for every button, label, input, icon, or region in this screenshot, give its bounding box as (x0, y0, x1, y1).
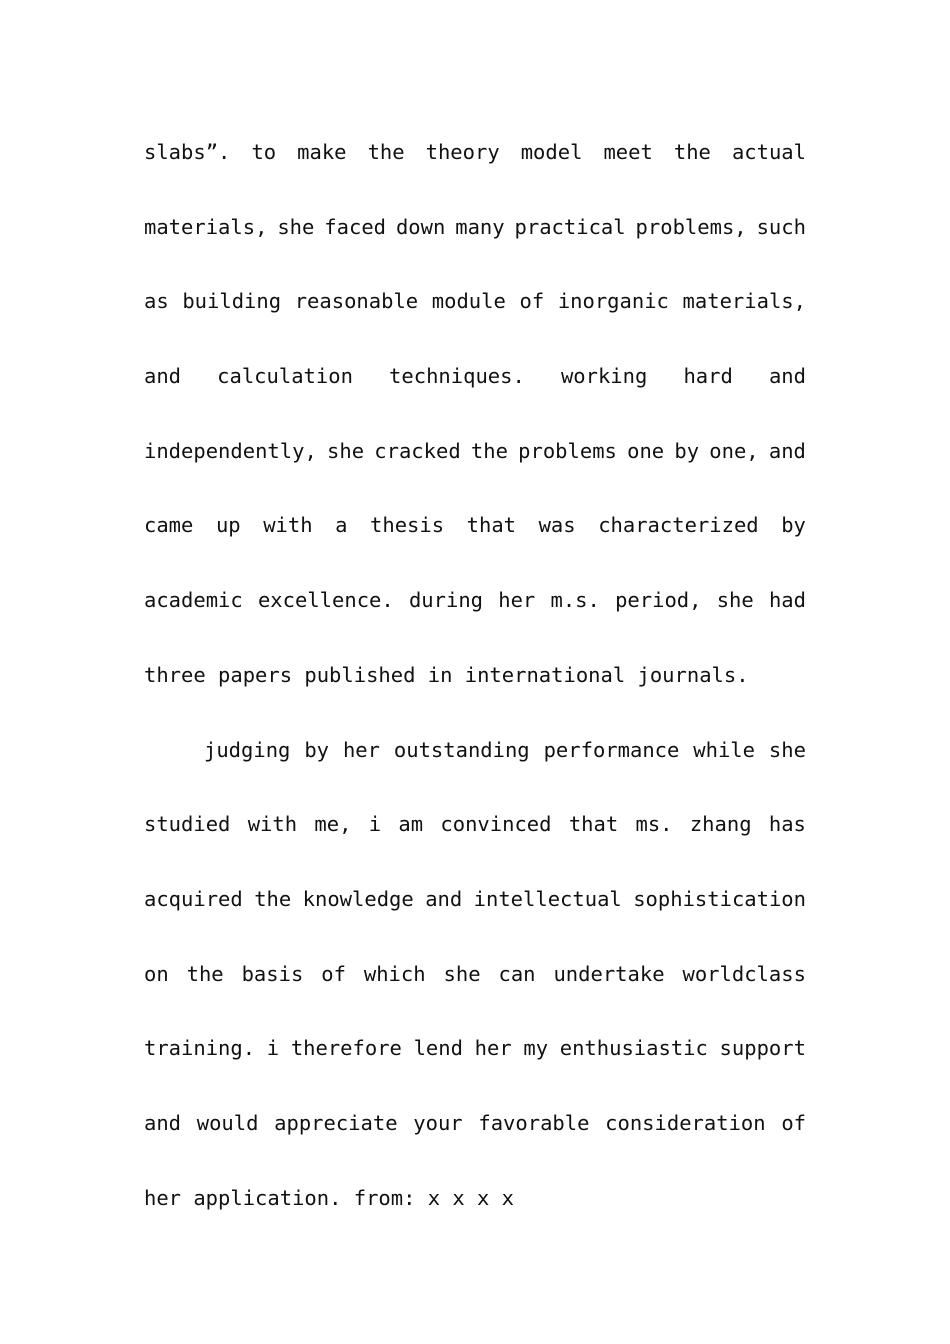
word: and (144, 364, 182, 389)
text-line (144, 805, 806, 880)
word: basis (241, 961, 304, 986)
word: thesis (370, 513, 445, 538)
word: consideration (605, 1110, 766, 1135)
word: the (254, 886, 292, 911)
word: many (455, 214, 505, 239)
word: x (452, 1185, 465, 1210)
word: convinced (440, 812, 552, 837)
word: from: (353, 1185, 416, 1210)
word: problems, (635, 214, 747, 239)
word: techniques. (389, 364, 525, 389)
word: by (304, 737, 330, 762)
word: as (144, 289, 169, 314)
word: the (186, 961, 224, 986)
text-line (144, 432, 806, 507)
word: support (719, 1036, 806, 1061)
word: module (431, 289, 506, 314)
word: knowledge (302, 886, 414, 911)
text-line (144, 880, 806, 955)
word: appreciate (274, 1110, 398, 1135)
word: came (144, 513, 194, 538)
word: in (427, 662, 453, 687)
word: with (263, 513, 313, 538)
word: international (464, 662, 626, 687)
word: her (342, 737, 380, 762)
word: training. (144, 1036, 256, 1061)
text-line (144, 731, 806, 806)
word: she (277, 214, 315, 239)
word: model (520, 140, 583, 164)
word: actual (731, 140, 806, 164)
word: my (523, 1036, 549, 1061)
word: intellectual (473, 886, 622, 911)
word: by (674, 438, 700, 463)
word: can (498, 961, 536, 986)
text-line (144, 1104, 806, 1179)
word: problems (518, 438, 617, 463)
word: has (768, 812, 806, 837)
word: lend (413, 1036, 463, 1061)
text-line (144, 208, 806, 283)
word: while (693, 737, 755, 762)
word: inorganic (557, 289, 669, 314)
text-line (144, 1179, 806, 1254)
word: papers (218, 662, 293, 687)
word: that (568, 812, 619, 837)
text-line (144, 506, 806, 581)
text-line (144, 581, 806, 656)
word: she (327, 438, 365, 463)
word: enthusiastic (559, 1036, 708, 1061)
text-line (144, 357, 806, 432)
word: x (427, 1185, 441, 1210)
word: therefore (290, 1036, 402, 1061)
text-line (144, 133, 806, 208)
word: zhang (689, 812, 752, 837)
word: the (470, 438, 508, 463)
word: slabs”. (144, 140, 231, 164)
word: one, (709, 438, 759, 463)
word: favorable (478, 1110, 590, 1135)
word: make (297, 140, 347, 164)
word: and (768, 364, 806, 389)
word: hard (683, 364, 733, 389)
word: ms. (635, 812, 673, 837)
word: me, (314, 812, 352, 837)
word: working (560, 364, 648, 389)
word: academic (144, 588, 243, 613)
word: excellence. (257, 588, 394, 613)
word: by (781, 513, 806, 538)
word: and (144, 1110, 182, 1135)
word: was (538, 513, 576, 538)
word: she (768, 737, 806, 762)
word: which (363, 961, 426, 986)
word: cracked (374, 438, 461, 463)
word: theory (425, 140, 500, 164)
word: her (498, 588, 536, 613)
word: sophistication (633, 886, 806, 911)
word: three (144, 662, 206, 687)
word: she (443, 961, 481, 986)
word: the (367, 140, 405, 164)
word: calculation (217, 364, 353, 389)
word: meet (603, 140, 653, 164)
word: your (413, 1110, 463, 1135)
word: that (466, 513, 517, 538)
text-line (144, 955, 806, 1030)
text-line (144, 282, 806, 357)
word: application. (193, 1185, 342, 1210)
word: period, (615, 588, 702, 613)
word: reasonable (294, 289, 419, 314)
word: building (182, 289, 282, 314)
word: performance (543, 737, 680, 762)
word: outstanding (393, 737, 530, 762)
letter-body (144, 133, 806, 1253)
word: would (196, 1110, 259, 1135)
text-line (144, 656, 806, 731)
word: down (395, 214, 446, 239)
word: and (425, 886, 463, 911)
word: a (335, 513, 348, 538)
word: of (321, 961, 346, 986)
word: published (304, 662, 416, 687)
word: her (144, 1185, 182, 1210)
word: of (781, 1110, 806, 1135)
word: such (756, 214, 806, 239)
word: she (716, 588, 754, 613)
word: studied (144, 812, 231, 837)
word: on (144, 961, 169, 986)
word: undertake (553, 961, 665, 986)
word: materials, (682, 289, 806, 314)
word: of (519, 289, 545, 314)
word: x (477, 1185, 490, 1210)
word: practical (514, 214, 626, 239)
word: had (768, 588, 806, 613)
word: acquired (144, 886, 243, 911)
word: the (673, 140, 711, 164)
word: faced (324, 214, 387, 239)
word: and (768, 438, 806, 463)
word: characterized (598, 513, 759, 538)
text-line (144, 1029, 806, 1104)
word: to (251, 140, 277, 164)
word: up (215, 513, 241, 538)
word: with (247, 812, 298, 837)
word: x (501, 1185, 515, 1210)
word: her (474, 1036, 512, 1061)
word: i (266, 1036, 280, 1061)
word: m.s. (550, 588, 600, 613)
word: during (408, 588, 484, 613)
word: i (368, 812, 382, 837)
word: worldclass (682, 961, 806, 986)
word: judging (204, 737, 291, 762)
word: one (627, 438, 665, 463)
word: independently, (144, 438, 317, 463)
word: materials, (144, 214, 268, 239)
word: journals. (637, 662, 749, 687)
word: am (398, 812, 424, 837)
